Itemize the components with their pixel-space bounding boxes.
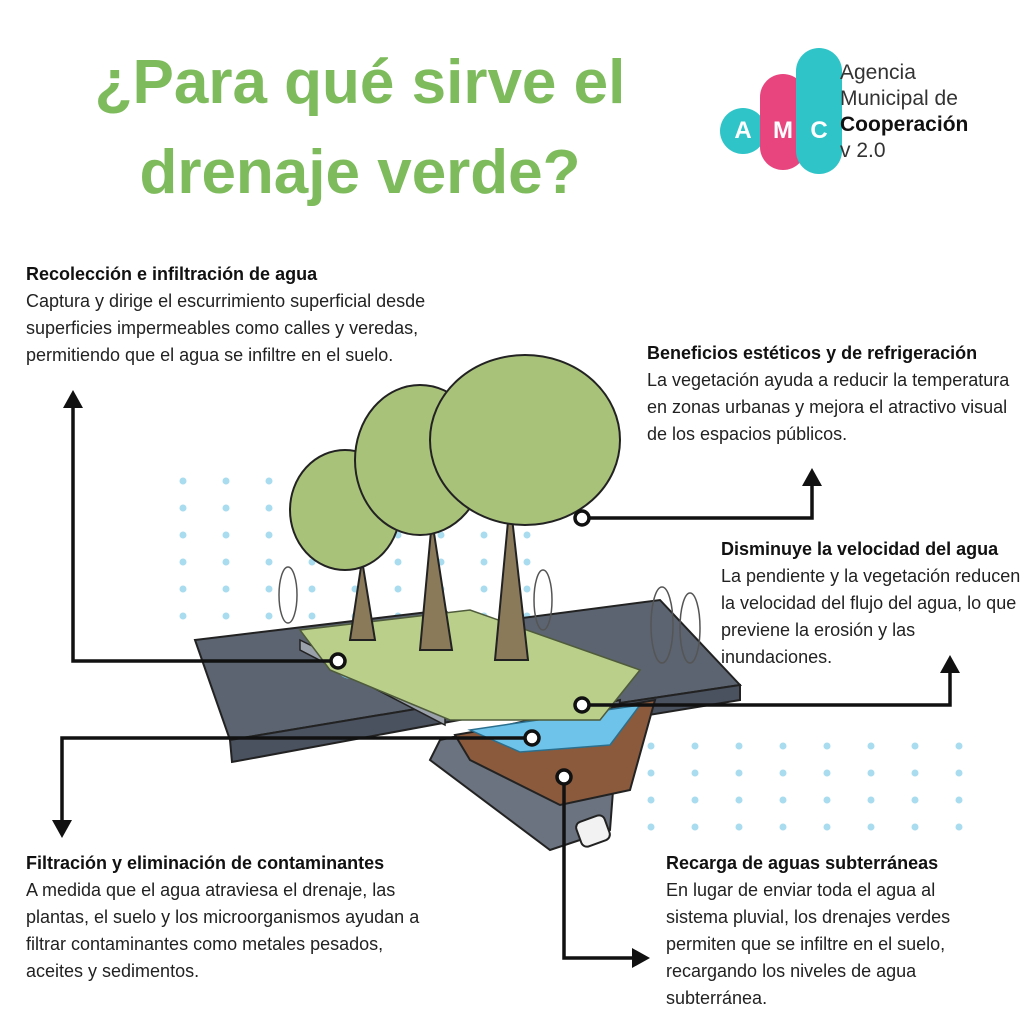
logo-letter-a: A	[734, 117, 752, 144]
rain-dot	[868, 743, 875, 750]
marker-filtracion	[525, 731, 539, 745]
rain-dot	[223, 559, 230, 566]
arrowhead-filtracion	[52, 820, 72, 838]
rain-dots-right	[648, 743, 963, 831]
callout-recarga-title: Recarga de aguas subterráneas	[666, 853, 939, 873]
tree-trunk-2	[420, 520, 452, 650]
tree-trunk-1	[350, 560, 375, 640]
rain-dot	[692, 770, 699, 777]
logo-line-2: Municipal de	[840, 87, 958, 110]
rain-dot	[868, 824, 875, 831]
rain-dot	[956, 824, 963, 831]
rain-dot	[956, 770, 963, 777]
arrowhead-beneficios	[802, 468, 822, 486]
logo-line-1: Agencia	[840, 61, 916, 84]
arrowhead-recarga	[632, 948, 650, 968]
callout-velocidad-text: La pendiente y la vegetación reducen la velocidad del flujo del agua, lo que previene la erosión y las inundaciones.	[721, 566, 1021, 667]
rain-dot	[266, 505, 273, 512]
rain-dot	[912, 797, 919, 804]
rain-dot	[824, 743, 831, 750]
rain-dot	[912, 824, 919, 831]
callout-filtracion-title: Filtración y eliminación de contaminantes	[26, 853, 385, 873]
rain-dot	[481, 532, 488, 539]
rain-dot	[692, 824, 699, 831]
logo-letter-c: C	[810, 117, 828, 144]
rain-dot	[180, 613, 187, 620]
rain-dot	[223, 586, 230, 593]
title-line-2: drenaje verde?	[139, 138, 581, 207]
rain-dot	[648, 743, 655, 750]
rain-dot	[309, 586, 316, 593]
rain-dot	[824, 824, 831, 831]
rain-dot	[868, 770, 875, 777]
callout-filtracion	[26, 850, 426, 985]
connector-beneficios	[582, 478, 812, 518]
logo-letter-m: M	[773, 117, 793, 144]
rain-dot	[223, 532, 230, 539]
person-left	[279, 567, 297, 623]
callout-beneficios-text: La vegetación ayuda a reducir la temperatura en zonas urbanas y mejora el atractivo visual de los espacios públicos.	[647, 370, 1010, 444]
rain-dot	[824, 797, 831, 804]
rain-dot	[180, 532, 187, 539]
rain-dot	[180, 505, 187, 512]
rain-dot	[912, 743, 919, 750]
rain-dot	[736, 824, 743, 831]
rain-dot	[692, 743, 699, 750]
rain-dot	[692, 797, 699, 804]
rain-dot	[223, 613, 230, 620]
marker-velocidad	[575, 698, 589, 712]
rain-dot	[481, 559, 488, 566]
rain-dot	[266, 478, 273, 485]
rain-dot	[736, 770, 743, 777]
callout-recarga	[666, 850, 996, 1012]
callout-beneficios	[647, 340, 1017, 448]
callout-velocidad	[721, 536, 1021, 671]
callout-recoleccion	[26, 261, 496, 369]
marker-beneficios	[575, 511, 589, 525]
logo-line-4: v 2.0	[840, 139, 886, 162]
rain-dot	[524, 559, 531, 566]
rain-dot	[780, 743, 787, 750]
rain-dot	[648, 770, 655, 777]
rain-dot	[824, 770, 831, 777]
rain-dot	[481, 586, 488, 593]
rain-dot	[266, 586, 273, 593]
rain-dot	[524, 532, 531, 539]
callout-recoleccion-text: Captura y dirige el escurrimiento superficial desde superficies impermeables como calles y veredas, permitiendo que el agua se infiltre en el suelo.	[26, 291, 426, 365]
callout-recarga-text: En lugar de enviar toda el agua al sistema pluvial, los drenajes verdes permiten que se infiltre en el suelo, recargando los niveles de agua subterránea.	[666, 880, 951, 1008]
rain-dot	[266, 559, 273, 566]
rain-dot	[780, 824, 787, 831]
rain-dot	[648, 797, 655, 804]
title-line-1: ¿Para qué sirve el	[94, 48, 626, 117]
rain-dot	[524, 586, 531, 593]
rain-dot	[648, 824, 655, 831]
marker-recoleccion	[331, 654, 345, 668]
rain-dot	[309, 613, 316, 620]
rain-dot	[223, 478, 230, 485]
callout-beneficios-title: Beneficios estéticos y de refrigeración	[647, 343, 978, 363]
rain-dot	[736, 797, 743, 804]
rain-dot	[266, 613, 273, 620]
rain-dot	[868, 797, 875, 804]
rain-dot	[223, 505, 230, 512]
rain-dot	[180, 478, 187, 485]
callout-recoleccion-title: Recolección e infiltración de agua	[26, 264, 318, 284]
callout-filtracion-text: A medida que el agua atraviesa el drenaje, las plantas, el suelo y los microorganismos ayudan a filtrar contaminantes como metales pesados, aceites y sedimentos.	[26, 880, 420, 981]
rain-dot	[956, 743, 963, 750]
rain-dot	[395, 586, 402, 593]
rain-dot	[956, 797, 963, 804]
rain-dot	[180, 559, 187, 566]
logo-line-3: Cooperación	[840, 113, 969, 136]
rain-dot	[180, 586, 187, 593]
marker-recarga	[557, 770, 571, 784]
rain-dot	[912, 770, 919, 777]
rain-dot	[395, 559, 402, 566]
arrowhead-recoleccion	[63, 390, 83, 408]
callout-velocidad-title: Disminuye la velocidad del agua	[721, 539, 999, 559]
rain-dot	[266, 532, 273, 539]
rain-dot	[736, 743, 743, 750]
rain-dot	[780, 770, 787, 777]
tree-crown-large	[430, 355, 620, 525]
rain-dot	[780, 797, 787, 804]
